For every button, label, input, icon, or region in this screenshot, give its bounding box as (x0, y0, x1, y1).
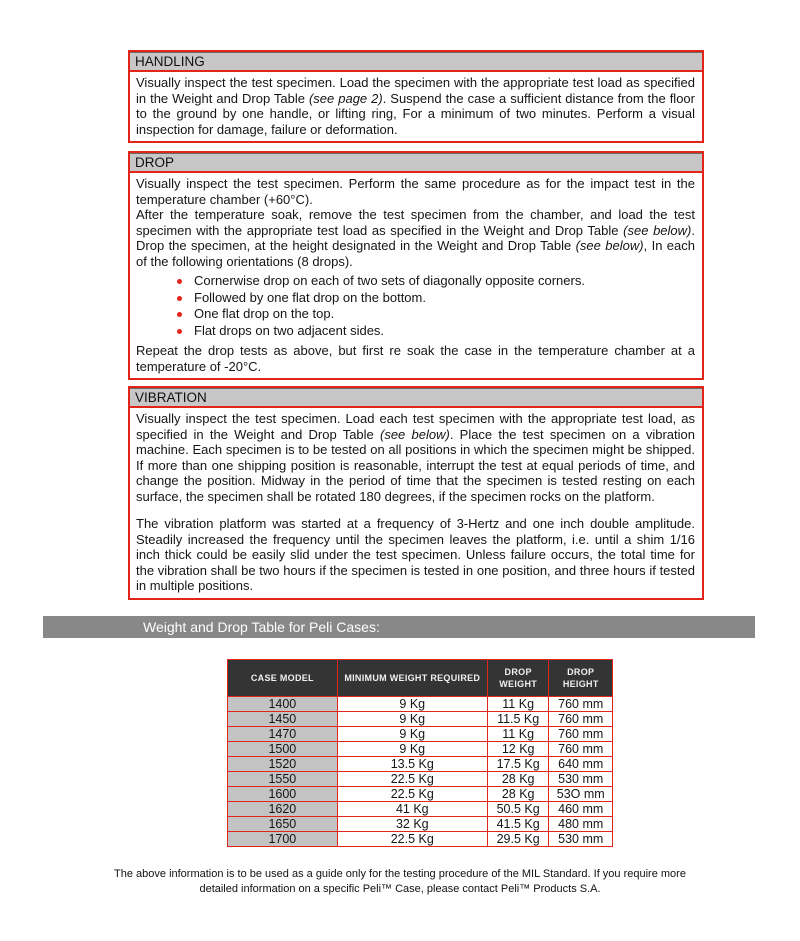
cell-drop-weight: 28 Kg (487, 787, 549, 802)
cell-drop-height: 480 mm (549, 817, 613, 832)
table-row (228, 772, 613, 787)
cell-minimum-weight: 9 Kg (337, 697, 487, 712)
cell-case-model: 1650 (228, 817, 338, 832)
cell-case-model: 1450 (228, 712, 338, 727)
cell-minimum-weight: 9 Kg (337, 727, 487, 742)
list-item: Followed by one flat drop on the bottom. (194, 290, 695, 307)
cell-minimum-weight: 22.5 Kg (337, 772, 487, 787)
drop-paragraph-2: After the temperature soak, remove the test specimen from the chamber, and load the test specimen with the appropriate test load as specified in the Weight and Drop Table (see below). Drop the specimen, at the height designated in the Weight and Drop Table (see below), In each of the following orientations (8 drops). (136, 207, 695, 269)
table-row (228, 697, 613, 712)
column-header-drop-height: DROP HEIGHT (549, 660, 613, 697)
cell-case-model: 1550 (228, 772, 338, 787)
table-banner (43, 616, 755, 638)
table-row (228, 712, 613, 727)
section-drop-title: DROP (130, 153, 702, 173)
table-header-row (228, 660, 613, 697)
section-handling-body (130, 72, 702, 141)
drop-paragraph-3: Repeat the drop tests as above, but first re soak the case in the temperature chamber at a temperature of -20°C. (136, 343, 695, 374)
cell-drop-weight: 12 Kg (487, 742, 549, 757)
table-row (228, 742, 613, 757)
cell-drop-height: 640 mm (549, 757, 613, 772)
list-item: Cornerwise drop on each of two sets of diagonally opposite corners. (194, 273, 695, 290)
section-handling-title: HANDLING (130, 52, 702, 72)
column-header-drop-weight: DROP WEIGHT (487, 660, 549, 697)
column-header-case-model: CASE MODEL (228, 660, 338, 697)
cell-drop-height: 530 mm (549, 772, 613, 787)
drop-paragraph-1: Visually inspect the test specimen. Perform the same procedure as for the impact test in the temperature chamber (+60°C). (136, 176, 695, 207)
section-vibration-body (130, 408, 702, 598)
vibration-paragraph-1: Visually inspect the test specimen. Load each test specimen with the appropriate test load, as specified in the Weight and Drop Table (see below). Place the test specimen on a vibration machine. Each specimen is to be tested on all positions in which the specimen might be shipped. If more than one shipping position is reasonable, interrupt the test at equal periods of time, and change the position. Midway in the period of time that the specimen is tested resting on each surface, the specimen shall be rotated 180 degrees, if the specimen rocks on the platform. (136, 411, 695, 504)
table-body (228, 697, 613, 847)
cell-drop-height: 760 mm (549, 697, 613, 712)
cell-drop-weight: 41.5 Kg (487, 817, 549, 832)
cell-case-model: 1400 (228, 697, 338, 712)
table-row (228, 817, 613, 832)
list-item: Flat drops on two adjacent sides. (194, 323, 695, 340)
cell-case-model: 1500 (228, 742, 338, 757)
cell-drop-weight: 28 Kg (487, 772, 549, 787)
weight-drop-table (227, 659, 613, 847)
table-banner-title: Weight and Drop Table for Peli Cases: (143, 619, 380, 635)
cell-minimum-weight: 41 Kg (337, 802, 487, 817)
table-row (228, 757, 613, 772)
cell-drop-height: 760 mm (549, 712, 613, 727)
section-vibration (128, 386, 704, 600)
table-row (228, 787, 613, 802)
weight-drop-table-container (227, 659, 613, 847)
section-vibration-title: VIBRATION (130, 388, 702, 408)
table-row (228, 832, 613, 847)
table-row (228, 727, 613, 742)
section-drop (128, 151, 704, 380)
cell-case-model: 1470 (228, 727, 338, 742)
cell-case-model: 1600 (228, 787, 338, 802)
cell-case-model: 1520 (228, 757, 338, 772)
cell-drop-weight: 11 Kg (487, 727, 549, 742)
cell-drop-weight: 50.5 Kg (487, 802, 549, 817)
cell-drop-height: 760 mm (549, 742, 613, 757)
section-drop-body (130, 173, 702, 378)
cell-minimum-weight: 22.5 Kg (337, 832, 487, 847)
drop-orientation-list (136, 273, 695, 339)
cell-drop-height: 530 mm (549, 832, 613, 847)
footer-note: The above information is to be used as a guide only for the testing procedure of the MIL Standard. If you require more detailed information on a specific Peli™ Case, please contact Peli™ Products S.A. (114, 868, 686, 895)
cell-case-model: 1700 (228, 832, 338, 847)
cell-minimum-weight: 9 Kg (337, 712, 487, 727)
cell-drop-height: 760 mm (549, 727, 613, 742)
cell-drop-weight: 17.5 Kg (487, 757, 549, 772)
cell-minimum-weight: 22.5 Kg (337, 787, 487, 802)
section-handling (128, 50, 704, 143)
handling-paragraph: Visually inspect the test specimen. Load the specimen with the appropriate test load as specified in the Weight and Drop Table (see page 2). Suspend the case a sufficient distance from the floor to the ground by one handle, or lifting ring, For a minimum of two minutes. Perform a visual inspection for damage, failure or deformation. (136, 75, 695, 137)
cell-drop-height: 53O mm (549, 787, 613, 802)
cell-minimum-weight: 32 Kg (337, 817, 487, 832)
cell-drop-weight: 29.5 Kg (487, 832, 549, 847)
cell-minimum-weight: 9 Kg (337, 742, 487, 757)
list-item: One flat drop on the top. (194, 306, 695, 323)
cell-minimum-weight: 13.5 Kg (337, 757, 487, 772)
cell-drop-weight: 11 Kg (487, 697, 549, 712)
cell-case-model: 1620 (228, 802, 338, 817)
cell-drop-weight: 11.5 Kg (487, 712, 549, 727)
column-header-minimum-weight: MINIMUM WEIGHT REQUIRED (337, 660, 487, 697)
cell-drop-height: 460 mm (549, 802, 613, 817)
vibration-paragraph-2: The vibration platform was started at a frequency of 3-Hertz and one inch double amplitude. Steadily increased the frequency until the specimen leaves the platform, i.e. until a shim 1/16 inch thick could be easily slid under the test specimen. Unless failure occurs, the total time for the vibration shall be two hours if the specimen is tested in one position, and three hours if tested in multiple positions. (136, 516, 695, 593)
table-row (228, 802, 613, 817)
